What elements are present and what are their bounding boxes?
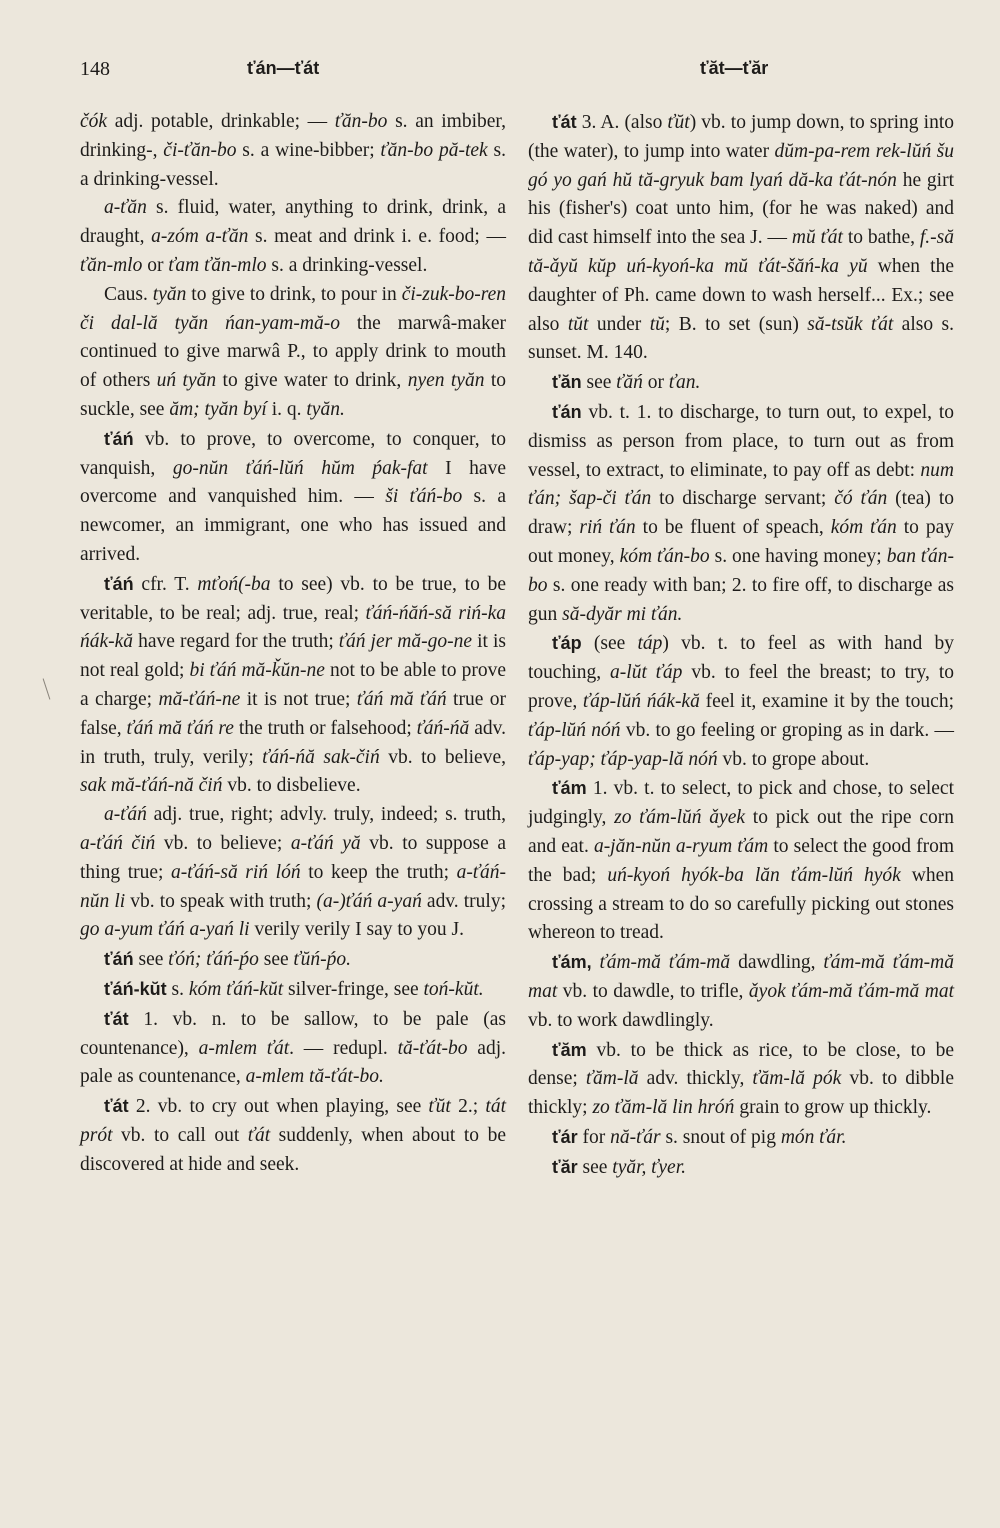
definition-text: adj. pale as countenance,	[80, 1037, 506, 1088]
lepcha-term: a-mlem ťát	[198, 1037, 290, 1059]
definition-text: adj. potable, drinkable; —	[107, 111, 335, 132]
definition-text: 1. vb. t. to select, to pick and chose, to select judgingly,	[528, 778, 954, 829]
definition-text: to give water to drink,	[216, 370, 408, 392]
lepcha-term: kóm ťáń-kŭt	[188, 978, 284, 1000]
definition-text: adv. truly;	[421, 890, 506, 912]
definition-text: Caus.	[104, 283, 153, 305]
definition-text: s. a drinking-vessel.	[266, 254, 428, 276]
lepcha-term: tyăn.	[306, 398, 345, 420]
lepcha-term: ťăn-bo pă-tek	[380, 139, 488, 161]
lepcha-term: tŭt	[567, 313, 589, 335]
lepcha-term: čók	[80, 111, 108, 132]
left-column	[80, 108, 506, 1179]
headword: ťáp	[552, 633, 582, 654]
definition-text: feel it, examine it by the touch;	[699, 690, 954, 712]
lepcha-term: ťám-mă ťám-mă	[599, 952, 731, 974]
definition-text: vb. to be thick as rice, to be close, to be dense;	[528, 1039, 954, 1090]
lepcha-term: sak mă-ťáń-nă čiń	[80, 775, 223, 797]
definition-text: he girt his (fisher's) coat unto him, (for he was naked) and did cast himself into the sea J. —	[528, 169, 955, 249]
dictionary-entry	[80, 1005, 506, 1092]
dictionary-entry	[80, 945, 506, 975]
definition-text: vb. to feel the breast; to try, to prove,	[528, 662, 954, 712]
lepcha-term: să-tsŭk ťát	[807, 313, 894, 335]
lepcha-term: kóm ťán-bo	[619, 545, 710, 567]
definition-text: vb. to dibble thickly;	[528, 1068, 954, 1119]
dictionary-entry	[80, 975, 506, 1005]
lepcha-term: ťáp-lŭń ńák-kă	[583, 690, 700, 712]
definition-text: I have overcome and vanquished him. —	[80, 457, 506, 508]
definition-text: vb. to prove, to overcome, to conquer, to vanquish,	[80, 428, 506, 479]
definition-text: grain to grow up thickly.	[734, 1097, 932, 1119]
definition-text: to give to drink, to pour in	[186, 283, 402, 305]
lepcha-term: ťŭt	[428, 1096, 451, 1118]
dictionary-entry	[80, 570, 506, 801]
lepcha-term: num ťán; šap-či ťán	[528, 459, 954, 510]
definition-text: suddenly, when about to be discovered at hide and seek.	[80, 1124, 507, 1175]
lepcha-term: bi ťáń mă-ǩŭn-ne	[189, 660, 325, 682]
lepcha-term: ťáń-ńă sak-čiń	[262, 746, 380, 768]
headword: ťát	[104, 1008, 129, 1029]
definition-text: not to be able to prove a charge;	[80, 660, 506, 710]
headword: ťám,	[552, 952, 592, 973]
definition-text: see	[581, 372, 617, 394]
lepcha-term: toń-kŭt.	[423, 978, 484, 1000]
dictionary-entry	[528, 1036, 954, 1123]
dictionary-entry	[528, 948, 954, 1035]
headword: ťán	[552, 401, 582, 422]
definition-text: silver-fringe, see	[283, 978, 424, 1000]
dictionary-entry	[80, 1092, 506, 1179]
lepcha-term: mŭ ťát	[791, 227, 843, 249]
definition-text: vb. to work dawdlingly.	[528, 1009, 714, 1031]
dictionary-entry	[528, 774, 954, 948]
definition-text: the truth or falsehood;	[233, 717, 417, 739]
lepcha-term: a-jăn-nŭn a-ryum ťám	[593, 835, 769, 857]
headword: ťár	[552, 1126, 578, 1147]
page-number: 148	[80, 58, 110, 80]
lepcha-term: táp	[637, 633, 663, 655]
lepcha-term: a-ťáń yă	[290, 832, 361, 854]
dictionary-entry	[528, 629, 954, 774]
definition-text: 3. A. (also	[576, 112, 668, 133]
lepcha-term: ťáń-ńăń-să riń-ka ńák-kă	[80, 602, 507, 653]
definition-text: when crossing a stream to do so carefully picking out stones whereon to tread.	[528, 864, 954, 944]
definition-text: s. one ready with ban; 2. to fire off, to discharge as gun	[528, 574, 954, 625]
lepcha-term: kóm ťán	[830, 517, 897, 539]
lepcha-term: a-ťáń čiń	[80, 832, 156, 854]
lepcha-term: tă-ťát-bo	[397, 1037, 468, 1059]
definition-text: see	[577, 1156, 613, 1178]
definition-text: dawdling,	[730, 952, 824, 974]
definition-text: 1. vb. n. to be sallow, to be pale (as countenance),	[80, 1008, 506, 1059]
definition-text: vb. to believe,	[379, 746, 506, 768]
headword: ťáń-kŭt	[104, 978, 167, 999]
lepcha-term: a-lŭt ťáp	[610, 662, 683, 684]
lepcha-term: ťáń jer mă-go-ne	[338, 631, 473, 653]
definition-text: s. snout of pig	[660, 1126, 781, 1148]
lepcha-term: ťám-mă ťám-mă mat	[528, 952, 954, 1002]
lepcha-term: ťăn-bo	[334, 111, 388, 132]
lepcha-term: či-zuk-bo-ren či dal-lă tyăn ńan-yam-mă-o	[80, 283, 507, 334]
definition-text: i. q.	[266, 398, 307, 420]
definition-text: vb. to suppose a thing true;	[80, 832, 506, 883]
lepcha-term: f.-să tă-ǎyŭ kŭp uń-kyoń-ka mŭ ťát-šăń-ka yŭ	[528, 227, 955, 277]
headword: ťăr	[552, 1156, 578, 1177]
lepcha-term: a-ťáń	[104, 804, 147, 826]
definition-text: true or false,	[80, 688, 506, 739]
definition-text: s. a wine-bibber;	[236, 139, 381, 161]
definition-text: vb. to believe;	[155, 832, 291, 854]
definition-text: also s. sunset. M. 140.	[528, 313, 954, 364]
lepcha-term: nă-ťár	[610, 1126, 661, 1148]
definition-text: vb. to dawdle, to trifle,	[557, 980, 749, 1002]
dictionary-entry	[528, 1153, 954, 1183]
definition-text: . — redupl.	[289, 1037, 398, 1059]
lepcha-term: a-zóm a-ťăn	[151, 226, 249, 248]
definition-text: to bathe,	[842, 227, 920, 249]
lepcha-term: a-ťáń-nŭn li	[80, 861, 506, 912]
lepcha-term: ťáp-yap; ťáp-yap-lă nóń	[528, 748, 718, 770]
dictionary-entry	[80, 281, 506, 425]
definition-text: adv. thickly,	[638, 1068, 753, 1090]
lepcha-term: čó ťán	[834, 488, 888, 510]
headword: ťát	[104, 1096, 129, 1117]
definition-text: adv. in truth, truly, verily;	[80, 717, 507, 768]
definition-text: the marwâ-maker continued to give marwâ P., to apply drink to mouth of others	[80, 312, 506, 392]
definition-text: to keep the truth;	[300, 861, 457, 883]
definition-text: or	[142, 254, 169, 276]
headword: ťát	[552, 112, 577, 132]
lepcha-term: a-mlem tă-ťát-bo.	[245, 1066, 384, 1088]
headword: ťăm	[552, 1039, 587, 1060]
definition-text: see	[258, 949, 294, 971]
lepcha-term: nyen tyăn	[407, 370, 485, 392]
lepcha-term: ťăm-lă pók	[752, 1068, 842, 1090]
lepcha-term: go a-yum ťáń a-yań li	[80, 919, 250, 941]
lepcha-term: să-dyăr mi ťán.	[562, 603, 683, 625]
lepcha-term: ťŭń-ṕo.	[293, 949, 351, 971]
lepcha-term: a-ťăn	[104, 197, 147, 219]
dictionary-entry	[528, 108, 954, 368]
lepcha-term: ťáń-ńă	[416, 717, 470, 739]
definition-text: to be fluent of speach,	[635, 517, 831, 539]
lepcha-term: tát prót	[80, 1096, 506, 1146]
definition-text: vb. to call out	[112, 1124, 248, 1146]
lepcha-term: či-ťăn-bo	[163, 139, 237, 161]
definition-text: to see) vb. to be true, to be veritable, to be real; adj. true, real;	[80, 573, 506, 624]
dictionary-entry	[80, 194, 506, 280]
definition-text: to pick out the ripe corn and eat.	[528, 807, 954, 857]
definition-text: s. fluid, water, anything to drink, drink, a draught,	[80, 197, 506, 248]
lepcha-term: ťáp-lŭń nóń	[528, 719, 621, 741]
dictionary-entry	[80, 108, 506, 194]
lepcha-term: ťŭt	[667, 112, 690, 133]
definition-text: ) vb. to jump down, to spring into (the water), to jump into water	[528, 112, 954, 162]
lepcha-term: a-ťáń-să riń lóń	[171, 861, 301, 883]
definition-text: (see	[581, 633, 638, 655]
lepcha-term: tŭ	[649, 313, 665, 335]
definition-text: vb. to speak with truth;	[125, 890, 317, 912]
lepcha-term: ši ťáń-bo	[385, 486, 463, 508]
lepcha-term: ťát	[247, 1124, 271, 1146]
dictionary-entry	[528, 368, 954, 398]
definition-text: ; B. to set (sun)	[664, 313, 808, 335]
definition-text: for	[577, 1126, 611, 1148]
lepcha-term: ăm; tyăn byí	[169, 398, 267, 420]
definition-text: ) vb. t. to feel as with hand by touching,	[528, 633, 954, 684]
lepcha-term: ťăn-mlo	[80, 254, 143, 276]
lepcha-term: ťăń	[616, 372, 643, 394]
dictionary-entry	[80, 801, 506, 945]
lepcha-term: ťáń mă ťáń	[356, 688, 447, 710]
lepcha-term: zo ťám-lŭń ǎyek	[614, 807, 746, 829]
lepcha-term: ťóń; ťáń-ṕo	[168, 949, 259, 971]
definition-text: have regard for the truth;	[133, 631, 339, 653]
definition-text: s. one having money;	[709, 545, 887, 567]
dictionary-entry	[80, 425, 506, 570]
definition-text: cfr. T.	[133, 573, 198, 595]
lepcha-term: ťam ťăn-mlo	[168, 254, 267, 276]
lepcha-term: uń-kyoń hyók-ba lăn ťám-lŭń hyók	[607, 864, 901, 886]
lepcha-term: ban ťán-bo	[528, 545, 955, 596]
definition-text: or	[642, 372, 669, 394]
right-running-head: ťăt—ťăr	[700, 58, 769, 78]
definition-text: adj. true, right; advly. truly, indeed; s. truth,	[146, 804, 506, 826]
definition-text: s. a newcomer, an immigrant, one who has issued and arrived.	[80, 486, 507, 565]
definition-text: 2.;	[450, 1096, 486, 1118]
headword: ťám	[552, 778, 587, 799]
definition-text: see	[133, 949, 169, 971]
definition-text: to pay out money,	[528, 517, 954, 567]
definition-text: vb. to disbelieve.	[222, 775, 361, 797]
lepcha-term: tyăn	[152, 283, 187, 305]
headword: ťáń	[104, 573, 134, 594]
lepcha-term: mťoń(-ba	[197, 573, 271, 595]
lepcha-term: ťan.	[668, 372, 701, 394]
definition-text: under	[588, 313, 650, 335]
lepcha-term: ǎyok ťám-mă ťám-mă mat	[748, 980, 954, 1002]
definition-text: to select the good from the bad;	[528, 835, 954, 886]
lepcha-term: món ťár.	[780, 1126, 847, 1148]
margin-mark	[43, 678, 51, 699]
lepcha-term: tyăr, ťyer.	[612, 1156, 687, 1178]
right-column	[528, 108, 954, 1182]
definition-text: when the daughter of Ph. came down to wash herself... Ex.; see also	[528, 255, 955, 335]
lepcha-term: ťăm-lă	[585, 1068, 639, 1090]
lepcha-term: dŭm-pa-rem rek-lŭń šu gó yo gań hŭ tă-gryuk bam lyań dă-ka ťát-nón	[528, 140, 954, 191]
dictionary-entry	[528, 1123, 954, 1153]
lepcha-term: uń tyăn	[156, 370, 217, 392]
dictionary-entry	[528, 398, 954, 629]
definition-text: to discharge servant;	[651, 488, 835, 510]
left-running-head: ťán—ťát	[247, 58, 320, 78]
headword: ťăn	[552, 372, 582, 393]
lepcha-term: (a-)ťáń a-yań	[316, 890, 422, 912]
lepcha-term: mă-ťáń-ne	[158, 688, 241, 710]
definition-text: 2. vb. to cry out when playing, see	[128, 1096, 429, 1118]
definition-text: vb. to go feeling or groping as in dark. —	[620, 719, 954, 741]
definition-text: s. a drinking-vessel.	[80, 139, 507, 190]
definition-text: s.	[166, 978, 189, 1000]
definition-text	[592, 952, 600, 973]
definition-text: verily verily I say to you J.	[249, 919, 465, 941]
definition-text: vb. t. 1. to discharge, to turn out, to expel, to dismiss as person from place, to turn out as from vessel, to extract, to eliminate, to pay off as debt:	[528, 401, 954, 481]
headword: ťáń	[104, 949, 134, 970]
definition-text: (tea) to draw;	[528, 488, 955, 539]
definition-text: to suckle, see	[80, 370, 507, 420]
headword: ťáń	[104, 428, 134, 449]
definition-text: s. meat and drink i. e. food; —	[248, 226, 506, 248]
definition-text: it is not real gold;	[80, 631, 506, 682]
definition-text: s. an imbiber, drinking-,	[80, 111, 506, 161]
lepcha-term: ťáń mă ťáń re	[126, 717, 234, 739]
definition-text: vb. to grope about.	[717, 748, 870, 770]
lepcha-term: riń ťán	[579, 517, 636, 539]
lepcha-term: zo ťăm-lă lin hróń	[592, 1097, 735, 1119]
lepcha-term: go-nŭn ťáń-lŭń hŭm ṕak-fat	[172, 457, 428, 479]
definition-text: it is not true;	[240, 688, 357, 710]
